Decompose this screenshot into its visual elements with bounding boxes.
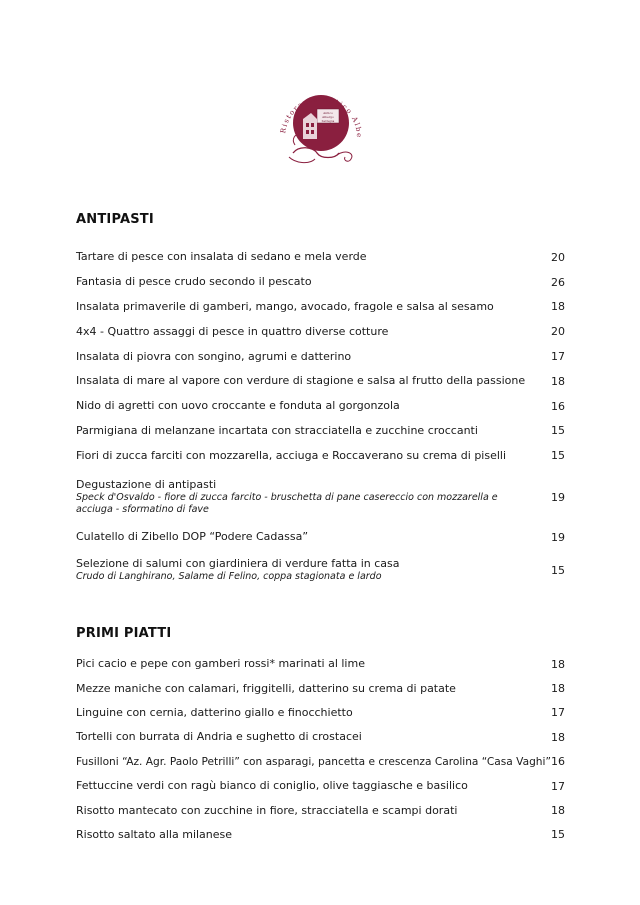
dish-price: 15 — [551, 424, 565, 438]
menu-item — [76, 270, 565, 295]
dish-name: Risotto saltato alla milanese — [76, 827, 233, 841]
menu-item — [76, 443, 565, 468]
dish-price: 20 — [551, 250, 565, 264]
logo-arc-text: Ristorante Antico Albe — [279, 94, 364, 139]
logo-emblem — [265, 75, 375, 175]
dish-price: 15 — [551, 563, 565, 577]
dish-name: Nido di agretti con uovo croccante e fonduta al gorgonzola — [76, 399, 400, 413]
menu-item — [76, 725, 565, 749]
restaurant-logo — [265, 75, 375, 175]
dish-name: Insalata primaverile di gamberi, mango, avocado, fragole e salsa al sesamo — [76, 299, 494, 313]
dish-name: Parmigiana di melanzane incartata con stracciatella e zucchine croccanti — [76, 423, 478, 437]
dish-name: Selezione di salumi con giardiniera di verdure fatta in casa — [76, 557, 400, 571]
dish-name: Culatello di Zibello DOP “Podere Cadassa” — [76, 530, 309, 544]
dish-description: Crudo di Langhirano, Salame di Felino, coppa stagionata e lardo — [76, 571, 382, 583]
menu-item — [76, 344, 565, 369]
dish-name: Pici cacio e pepe con gamberi rossi* marinati al lime — [76, 657, 365, 671]
menu-item — [76, 555, 565, 585]
logo-sign-line-3: Sardegna — [321, 120, 335, 123]
primi-list — [76, 652, 565, 847]
dish-price: 15 — [551, 449, 565, 463]
logo-sign-line-2: Albergo — [322, 115, 334, 119]
dish-price: 19 — [551, 530, 565, 544]
dish-price: 16 — [551, 755, 565, 769]
dish-description: Speck d'Osvaldo - fiore di zucca farcito - bruschetta di pane casereccio con mozzarella e acciuga - sformatino di fave — [76, 492, 498, 516]
menu-item — [76, 798, 565, 822]
menu-item — [76, 474, 565, 520]
dish-price: 18 — [551, 300, 565, 314]
menu-item — [76, 701, 565, 725]
dish-price: 16 — [551, 399, 565, 413]
dish-name: Fiori di zucca farciti con mozzarella, acciuga e Roccaverano su crema di piselli — [76, 448, 507, 462]
menu-item — [76, 774, 565, 798]
dish-name: Tartare di pesce con insalata di sedano e mela verde — [76, 250, 367, 264]
dish-name: Insalata di mare al vapore con verdure di stagione e salsa al frutto della passione — [76, 374, 526, 388]
antipasti-list — [76, 245, 565, 585]
dish-price: 18 — [551, 657, 565, 671]
dish-name: Fusilloni “Az. Agr. Paolo Petrilli” con asparagi, pancetta e crescenza Carolina “Casa Vaghi” — [76, 755, 551, 768]
dish-price: 18 — [551, 804, 565, 818]
dish-name: Risotto mantecato con zucchine in fiore, stracciatella e scampi dorati — [76, 803, 458, 817]
dish-price: 19 — [551, 490, 565, 504]
dish-name: Insalata di piovra con songino, agrumi e datterino — [76, 349, 352, 363]
dish-name: 4x4 - Quattro assaggi di pesce in quattro diverse cotture — [76, 324, 389, 338]
menu-item — [76, 419, 565, 444]
logo-sign-line-1: Antico — [323, 111, 333, 115]
dish-price: 18 — [551, 682, 565, 696]
menu-item — [76, 295, 565, 320]
menu-item — [76, 319, 565, 344]
menu-item — [76, 823, 565, 847]
menu-item — [76, 676, 565, 700]
dish-price: 26 — [551, 275, 565, 289]
dish-name: Fettuccine verdi con ragù bianco di coniglio, olive taggiasche e basilico — [76, 779, 468, 793]
menu-item — [76, 750, 565, 774]
dish-name: Linguine con cernia, datterino giallo e finocchietto — [76, 705, 353, 719]
menu-item — [76, 245, 565, 270]
dish-price: 17 — [551, 350, 565, 364]
dish-name: Tortelli con burrata di Andria e sughetto di crostacei — [76, 730, 362, 744]
menu-item — [76, 394, 565, 419]
dish-name: Degustazione di antipasti — [76, 478, 217, 492]
dish-name: Mezze maniche con calamari, friggitelli, datterino su crema di patate — [76, 681, 456, 695]
menu-item — [76, 652, 565, 676]
dish-price: 17 — [551, 779, 565, 793]
section-title-antipasti: ANTIPASTI — [76, 212, 154, 227]
dish-price: 18 — [551, 730, 565, 744]
dish-price: 18 — [551, 374, 565, 388]
dish-price: 15 — [551, 828, 565, 842]
dish-name: Fantasia di pesce crudo secondo il pescato — [76, 275, 312, 289]
dish-price: 20 — [551, 325, 565, 339]
section-title-primi: PRIMI PIATTI — [76, 626, 172, 641]
menu-item — [76, 523, 565, 551]
dish-price: 17 — [551, 706, 565, 720]
menu-item — [76, 369, 565, 394]
